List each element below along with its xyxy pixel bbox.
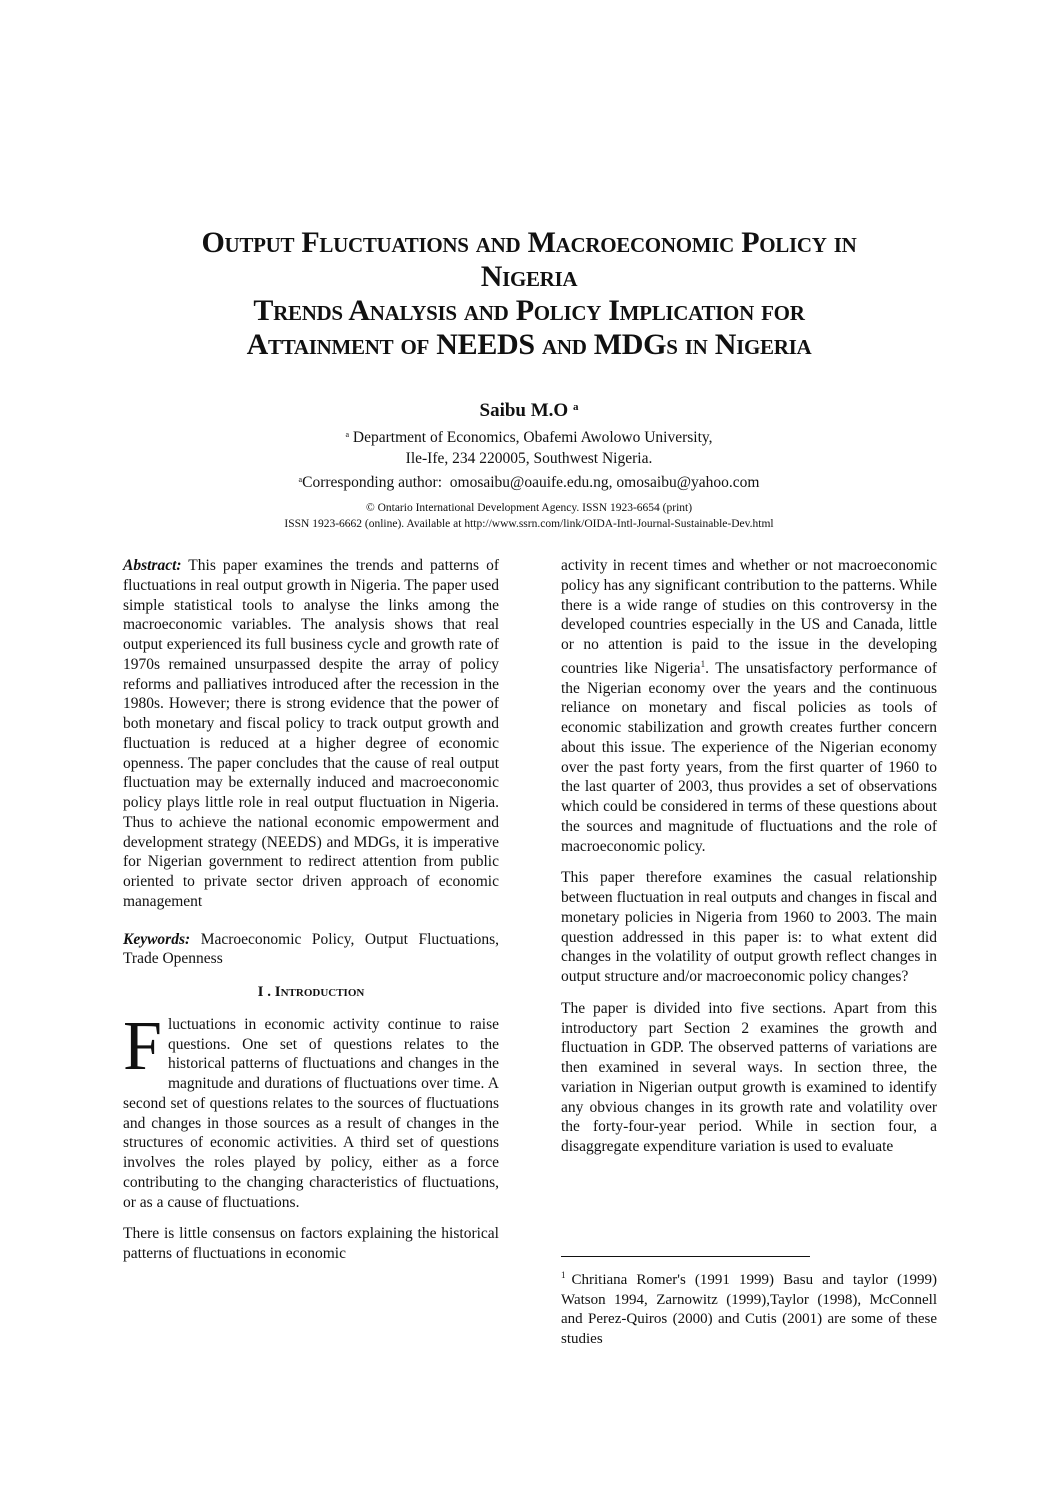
subtitle-line-2: Attainment of NEEDS and MDGs in Nigeria xyxy=(246,328,812,361)
subtitle-line-1: Trends Analysis and Policy Implication for xyxy=(253,294,805,327)
affiliation-marker: a xyxy=(345,430,350,439)
para2-text-b: . The unsatisfactory performance of the Nigerian economy over the years and the continuous reliance on monetary and fiscal policies as tools of economic stabilization and growth creates further concern about this issue. The experience of the Nigerian economy over the past forty years, from the first quarter of 1960 to the last quarter of 2003, thus provides a set of observations which could be considered in terms of these questions about the sources and magnitude of fluctuations and the role of macroeconomic policy. xyxy=(561,659,937,855)
author-emails[interactable]: omosaibu@oauife.edu.ng, omosaibu@yahoo.com xyxy=(449,474,760,491)
intro-paragraph-2-continued xyxy=(561,556,937,856)
abstract xyxy=(123,556,499,912)
keywords-text: Macroeconomic Policy, Output Fluctuations, Trade Openness xyxy=(123,930,499,968)
intro-paragraph-1-text: luctuations in economic activity continue to raise questions. One set of questions relates to the historical patterns of fluctuations and changes in the magnitude and durations of fluctuations over time. A second set of questions relates to the sources of fluctuations and changes in those sources as a result of changes in the structures of economic activities. A third set of questions involves the roles played by policy, either as a force contributing to the changing characteristics of fluctuations, or as a cause of fluctuations. xyxy=(123,1015,499,1211)
footnote-number: 1 xyxy=(561,1270,566,1280)
copyright-notice xyxy=(0,500,1058,532)
left-column xyxy=(123,556,499,1276)
footnote-divider xyxy=(561,1256,810,1257)
corresponding-marker: a xyxy=(298,475,303,484)
footnote xyxy=(561,1266,937,1350)
title-line-1: Output Fluctuations and Macroeconomic Policy in xyxy=(201,226,857,259)
author-marker: a xyxy=(572,401,579,413)
affiliation-line-1 xyxy=(0,424,1058,448)
abstract-label: Abstract: xyxy=(123,557,182,574)
footnote-reference[interactable]: 1 xyxy=(700,658,706,669)
corresponding-label: Corresponding author: xyxy=(302,474,443,491)
copyright-line-1: © Ontario International Development Agency. ISSN 1923-6654 (print) xyxy=(365,502,693,514)
author-name-text: Saibu M.O xyxy=(479,400,569,421)
intro-paragraph-3: This paper therefore examines the casual relationship between fluctuation in real outputs and changes in fiscal and monetary policies in Nigeria from 1960 to 2003. The main question addressed in this paper is: to what extent did changes in the volatility of output growth reflect changes in output structure and/or macroeconomic policy changes? xyxy=(561,869,937,985)
right-column xyxy=(561,556,937,1169)
abstract-text: This paper examines the trends and patterns of fluctuations in real output growth in Nigeria. The paper used simple statistical tools to analyse the links among the macroeconomic variables. The analysis shows that real output experienced its full business cycle and growth rate of 1970s remained unsurpassed despite the array of policy reforms and palliatives introduced after the recession in the 1980s. However; there is strong evidence that the power of both monetary and fiscal policy to track output growth and fluctuation is reduced at a higher degree of economic openness. The paper concludes that the cause of real output fluctuation may be externally induced and macroeconomic policy plays little role in real output fluctuation in Nigeria. Thus to achieve the national economic empowerment and development strategy (NEEDS) and MDGs, it is imperative for Nigerian government to redirect attention from public oriented to private sector driven approach of economic management xyxy=(123,557,499,910)
para2-text-a: activity in recent times and whether or not macroeconomic policy has any significant contribution to the patterns. While there is a wide range of studies on this controversy in the developed countries especially in the US and Canada, little or no attention is paid to the issue in the developing countries like Nigeria xyxy=(561,557,937,677)
author-name xyxy=(0,400,1058,422)
paper-title xyxy=(100,226,958,362)
affiliation-dept: Department of Economics, Obafemi Awolowo University, xyxy=(352,429,713,446)
corresponding-author xyxy=(0,469,1058,493)
copyright-line-2[interactable]: ISSN 1923-6662 (online). Available at http://www.ssrn.com/link/OIDA-Intl-Journal-Sustainable-Dev.html xyxy=(284,518,774,530)
keywords xyxy=(123,930,499,970)
affiliation xyxy=(0,424,1058,493)
intro-paragraph-4: The paper is divided into five sections. Apart from this introductory part Section 2 examines the growth and fluctuation in GDP. The observed patterns of variations are then examined in several ways. In section three, the variation in Nigerian output growth is examined to identify any obvious changes in its growth rate and volatility over the forty-four-year period. While in section four, a disaggregate expenditure variation is used to evaluate xyxy=(561,999,937,1155)
footnote-text: Chritiana Romer's (1991 1999) Basu and taylor (1999) Watson 1994, Zarnowitz (1999),Taylor (1998), McConnell and Perez-Quiros (2000) and Cutis (2001) are some of these studies xyxy=(561,1272,937,1348)
affiliation-line-2: Ile-Ife, 234 220005, Southwest Nigeria. xyxy=(405,450,653,467)
title-line-2: Nigeria xyxy=(480,260,578,293)
section-heading-introduction: I . Introduction xyxy=(257,984,365,1000)
drop-cap: F xyxy=(123,1007,162,1085)
intro-paragraph-2-start: There is little consensus on factors explaining the historical patterns of fluctuations in economic xyxy=(123,1225,499,1262)
intro-paragraph-1 xyxy=(123,1007,499,1213)
keywords-label: Keywords: xyxy=(123,930,191,948)
